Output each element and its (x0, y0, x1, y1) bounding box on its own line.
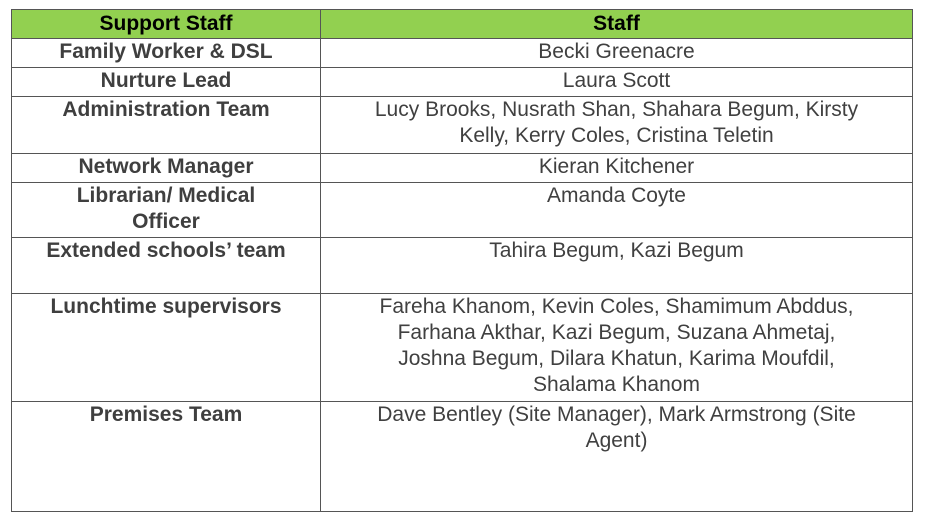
role-cell: Premises Team (12, 402, 321, 512)
role-cell: Extended schools’ team (12, 238, 321, 294)
role-cell: Administration Team (12, 97, 321, 154)
staff-cell: Amanda Coyte (321, 183, 913, 238)
staff-cell: Dave Bentley (Site Manager), Mark Armstrong (Site Agent) (321, 402, 913, 512)
table-row (12, 238, 913, 294)
table-row (12, 97, 913, 154)
role-cell: Family Worker & DSL (12, 39, 321, 68)
staff-cell: Tahira Begum, Kazi Begum (321, 238, 913, 294)
staff-cell: Lucy Brooks, Nusrath Shan, Shahara Begum, Kirsty Kelly, Kerry Coles, Cristina Teletin (321, 97, 913, 154)
header-support-staff: Support Staff (12, 10, 321, 39)
role-cell: Librarian/ Medical Officer (12, 183, 321, 238)
table-row (12, 68, 913, 97)
staff-cell: Becki Greenacre (321, 39, 913, 68)
table-row (12, 183, 913, 238)
role-cell: Network Manager (12, 154, 321, 183)
header-staff: Staff (321, 10, 913, 39)
support-staff-table (11, 9, 913, 512)
staff-cell: Fareha Khanom, Kevin Coles, Shamimum Abddus, Farhana Akthar, Kazi Begum, Suzana Ahmetaj, Joshna Begum, Dilara Khatun, Karima Moufdil, Shalama Khanom (321, 294, 913, 402)
role-cell: Lunchtime supervisors (12, 294, 321, 402)
role-cell: Nurture Lead (12, 68, 321, 97)
table-row (12, 402, 913, 512)
table-row (12, 154, 913, 183)
staff-cell: Laura Scott (321, 68, 913, 97)
table-header-row (12, 10, 913, 39)
table-row (12, 39, 913, 68)
staff-cell: Kieran Kitchener (321, 154, 913, 183)
table-row (12, 294, 913, 402)
